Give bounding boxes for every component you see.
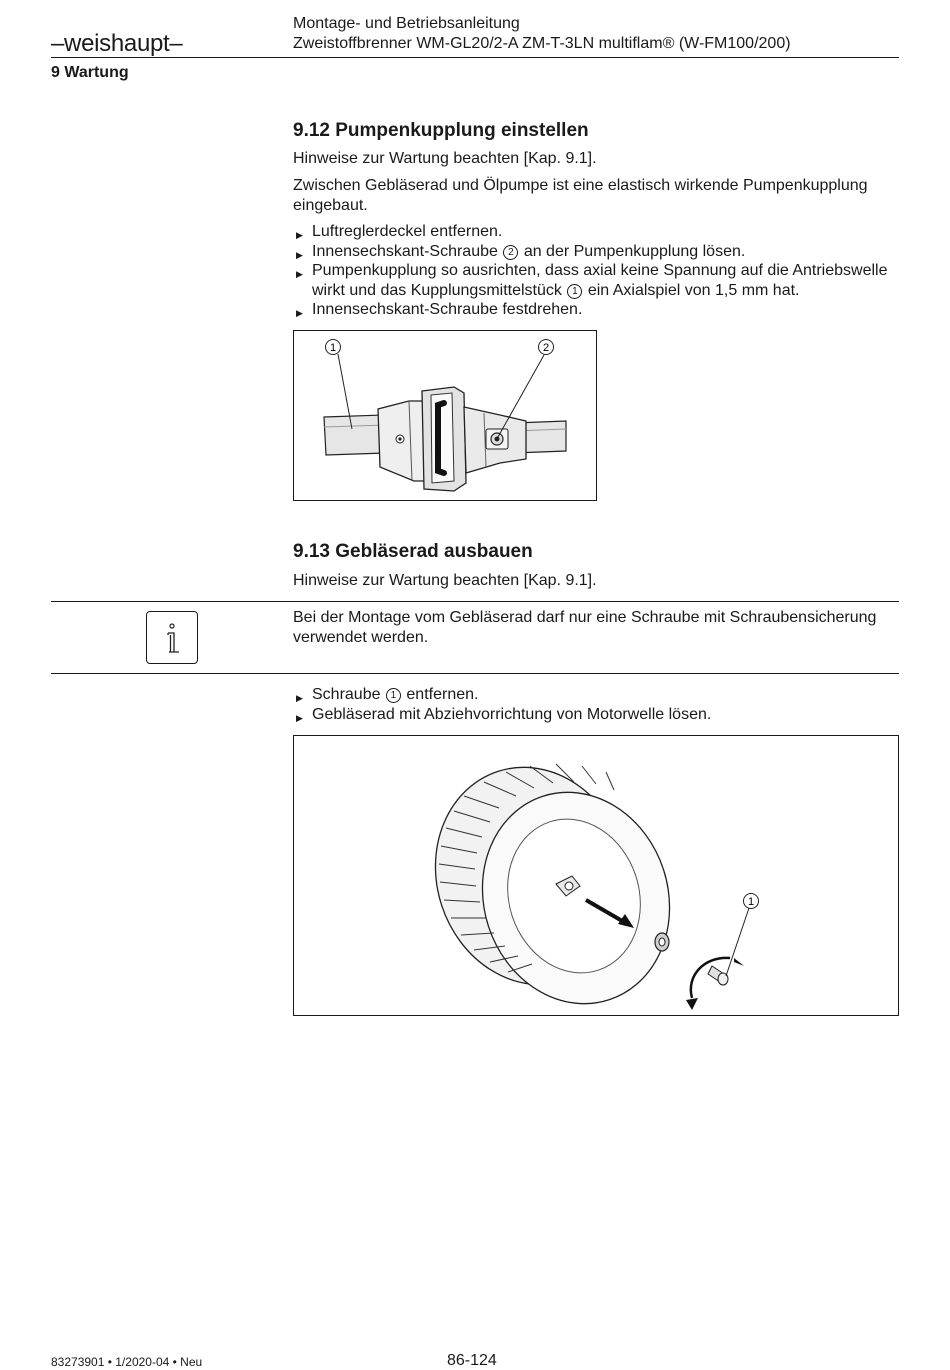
list-item: ▶ Pumpenkupplung so ausrichten, dass axial keine Spannung auf die Antriebswelle wirkt und das Kupplungsmittelstück 1 ein Axialspiel von 1,5 mm hat.: [293, 261, 903, 300]
note-text: Bei der Montage vom Gebläserad darf nur eine Schraube mit Schraubensicherung verwendet werden.: [293, 609, 877, 646]
callout-number: 1: [386, 688, 401, 703]
weishaupt-logo: –weishaupt–: [51, 30, 183, 57]
figure1-callout-1: 1: [329, 342, 337, 354]
section1-step-list: [293, 222, 903, 320]
chapter-label: 9 Wartung: [51, 64, 129, 81]
callout-number: 1: [567, 284, 582, 299]
page-number: 86-124: [447, 1352, 497, 1369]
header-rule: [51, 57, 899, 58]
note-rule-top: [51, 601, 899, 602]
fan-wheel-illustration: [294, 736, 898, 1015]
pump-coupling-figure: [293, 330, 597, 501]
rotate-arrow-icon: [686, 958, 744, 1010]
section1-paragraph2: Zwischen Gebläserad und Ölpumpe ist eine elastisch wirkende Pumpenkupplung eingebaut.: [293, 177, 868, 214]
pump-coupling-illustration: [294, 331, 596, 500]
list-item: ▶ Innensechskant-Schraube 2 an der Pumpenkupplung lösen.: [293, 242, 903, 262]
footer-doc-id: 83273901 • 1/2020-04 • Neu: [51, 1355, 203, 1369]
info-icon: [146, 611, 198, 664]
list-item: ▶ Gebläserad mit Abziehvorrichtung von Motorwelle lösen.: [293, 705, 903, 725]
list-item: ▶ Innensechskant-Schraube festdrehen.: [293, 300, 903, 320]
section1-paragraph1: Hinweise zur Wartung beachten [Kap. 9.1].: [293, 150, 597, 167]
list-item: ▶ Schraube 1 entfernen.: [293, 685, 903, 705]
callout-number: 2: [503, 245, 518, 260]
section2-paragraph1: Hinweise zur Wartung beachten [Kap. 9.1].: [293, 572, 597, 589]
header-title-line2: Zweistoffbrenner WM-GL20/2-A ZM-T-3LN multiflam® (W-FM100/200): [293, 35, 791, 52]
section-heading-9-13: 9.13 Gebläserad ausbauen: [293, 541, 533, 562]
figure2-callout-1: 1: [747, 896, 755, 908]
section2-step-list: [293, 685, 903, 724]
figure1-callout-2: 2: [542, 342, 550, 354]
fan-wheel-figure: [293, 735, 899, 1016]
section-heading-9-12: 9.12 Pumpenkupplung einstellen: [293, 120, 589, 141]
header-title-line1: Montage- und Betriebsanleitung: [293, 15, 520, 32]
list-item: ▶ Luftreglerdeckel entfernen.: [293, 222, 903, 242]
note-rule-bottom: [51, 673, 899, 674]
